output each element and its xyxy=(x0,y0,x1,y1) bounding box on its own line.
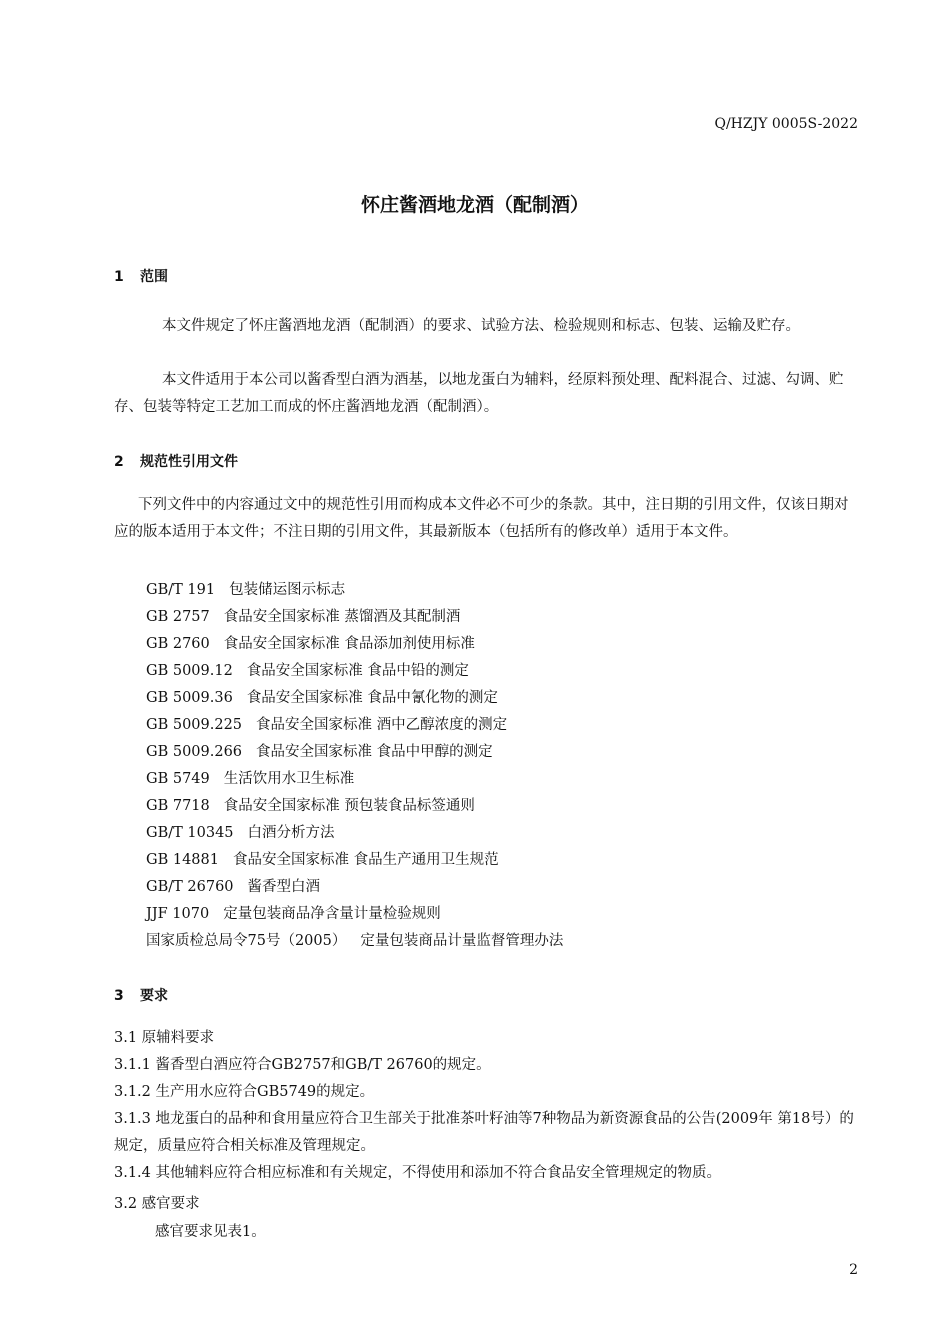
reference-code: GB 5009.36 xyxy=(146,690,233,706)
reference-item xyxy=(146,578,345,599)
reference-code: JJF 1070 xyxy=(146,906,210,922)
reference-item xyxy=(146,848,499,869)
section-number: 1 xyxy=(114,269,124,285)
reference-item xyxy=(146,875,320,896)
reference-item xyxy=(146,929,563,950)
scope-paragraph-1: 本文件规定了怀庄酱酒地龙酒（配制酒）的要求、试验方法、检验规则和标志、包装、运输及贮存。 xyxy=(162,318,800,334)
section-1-heading xyxy=(114,266,168,286)
clause-3-1: 3.1 原辅料要求 xyxy=(114,1030,215,1046)
reference-code: GB 2760 xyxy=(146,636,210,652)
reference-code: GB/T 191 xyxy=(146,582,216,598)
reference-title: 食品安全国家标准 预包装食品标签通则 xyxy=(223,798,475,814)
reference-title: 定量包装商品计量监督管理办法 xyxy=(360,933,564,949)
reference-title: 食品安全国家标准 食品添加剂使用标准 xyxy=(223,636,475,652)
reference-item xyxy=(146,821,335,842)
reference-item xyxy=(146,632,475,653)
reference-code: GB 2757 xyxy=(146,609,210,625)
section-3-heading xyxy=(114,985,168,1005)
reference-title: 定量包装商品净含量计量检验规则 xyxy=(223,906,441,922)
clause-3-1-1: 3.1.1 酱香型白酒应符合GB2757和GB/T 26760的规定。 xyxy=(114,1057,491,1073)
reference-title: 食品安全国家标准 食品中氰化物的测定 xyxy=(246,690,498,706)
reference-title: 食品安全国家标准 酒中乙醇浓度的测定 xyxy=(256,717,508,733)
reference-code: 国家质检总局令75号（2005） xyxy=(146,933,347,949)
reference-title: 食品安全国家标准 蒸馏酒及其配制酒 xyxy=(223,609,461,625)
reference-item xyxy=(146,659,469,680)
section-number: 3 xyxy=(114,988,124,1004)
reference-title: 食品安全国家标准 食品生产通用卫生规范 xyxy=(232,852,499,868)
clause-3-1-2: 3.1.2 生产用水应符合GB5749的规定。 xyxy=(114,1084,375,1100)
section-number: 2 xyxy=(114,454,124,470)
section-title: 规范性引用文件 xyxy=(140,454,238,470)
reference-item xyxy=(146,686,498,707)
reference-code: GB 5009.266 xyxy=(146,744,243,760)
reference-code: GB/T 10345 xyxy=(146,825,234,841)
reference-title: 生活饮用水卫生标准 xyxy=(223,771,355,787)
reference-item xyxy=(146,767,354,788)
section-title: 范围 xyxy=(140,269,168,285)
reference-item xyxy=(146,713,507,734)
reference-title: 酱香型白酒 xyxy=(247,879,321,895)
document-code: Q/HZJY 0005S-2022 xyxy=(714,116,858,132)
reference-code: GB 14881 xyxy=(146,852,219,868)
reference-item xyxy=(146,794,475,815)
reference-code: GB 5749 xyxy=(146,771,210,787)
reference-code: GB/T 26760 xyxy=(146,879,234,895)
reference-title: 白酒分析方法 xyxy=(247,825,335,841)
reference-item xyxy=(146,740,493,761)
clause-3-1-4: 3.1.4 其他辅料应符合相应标准和有关规定，不得使用和添加不符合食品安全管理规定的物质。 xyxy=(114,1165,721,1181)
reference-title: 食品安全国家标准 食品中甲醇的测定 xyxy=(256,744,493,760)
scope-paragraph-2: 本文件适用于本公司以酱香型白酒为酒基，以地龙蛋白为辅料，经原料预处理、配料混合、过滤、勾调、贮存、包装等特定工艺加工而成的怀庄酱酒地龙酒（配制酒）。 xyxy=(114,372,844,415)
reference-item xyxy=(146,902,441,923)
reference-title: 食品安全国家标准 食品中铅的测定 xyxy=(246,663,469,679)
references-intro: 下列文件中的内容通过文中的规范性引用而构成本文件必不可少的条款。其中，注日期的引用文件，仅该日期对应的版本适用于本文件；不注日期的引用文件，其最新版本（包括所有的修改单）适用于本文件。 xyxy=(114,497,849,540)
reference-code: GB 5009.12 xyxy=(146,663,233,679)
page-number: 2 xyxy=(849,1262,858,1278)
reference-item xyxy=(146,605,460,626)
reference-code: GB 7718 xyxy=(146,798,210,814)
clause-3-2-text: 感官要求见表1。 xyxy=(155,1224,266,1240)
page-title: 怀庄酱酒地龙酒（配制酒） xyxy=(360,194,589,216)
section-title: 要求 xyxy=(140,988,168,1004)
section-2-heading xyxy=(114,451,238,471)
reference-code: GB 5009.225 xyxy=(146,717,243,733)
reference-title: 包装储运图示标志 xyxy=(229,582,346,598)
clause-3-2: 3.2 感官要求 xyxy=(114,1196,200,1212)
clause-3-1-3: 3.1.3 地龙蛋白的品种和食用量应符合卫生部关于批准茶叶籽油等7种物品为新资源食品的公告(2009年 第18号）的规定，质量应符合相关标准及管理规定。 xyxy=(114,1111,854,1154)
